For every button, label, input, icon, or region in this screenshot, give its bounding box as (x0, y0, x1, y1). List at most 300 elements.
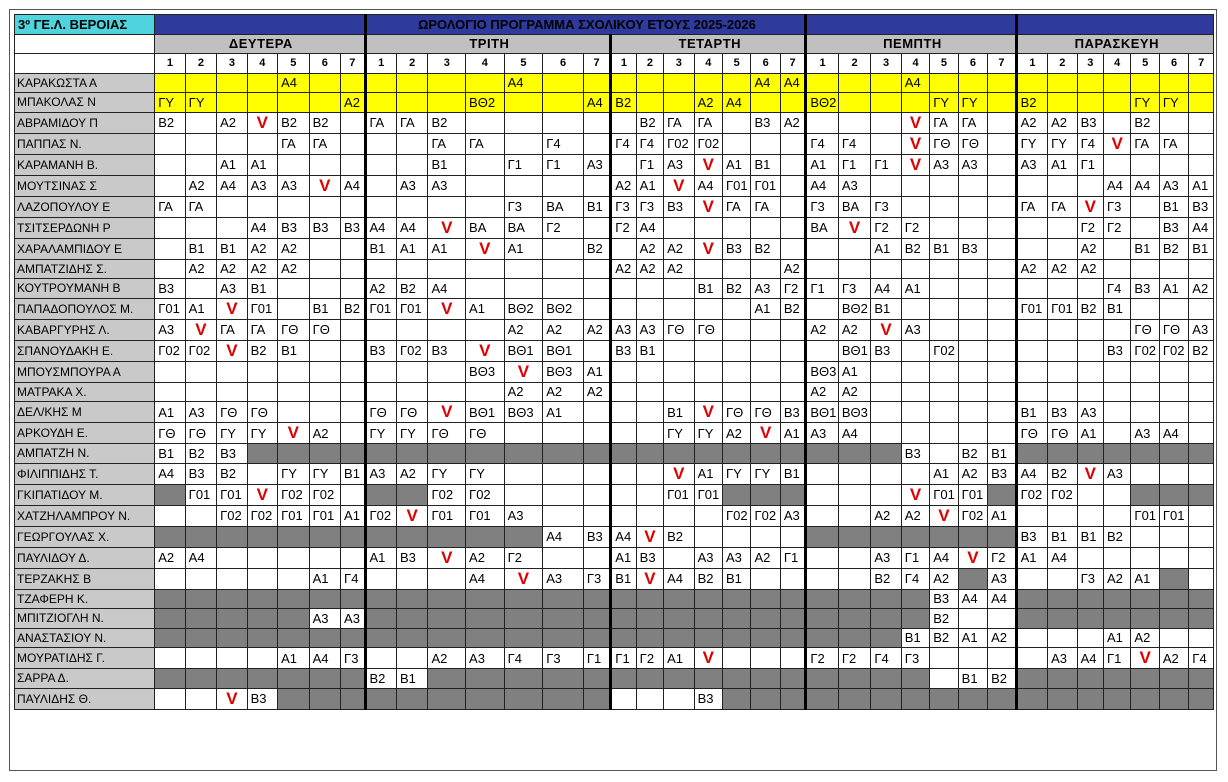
empty-cell (1016, 505, 1047, 526)
class-cell: Α2 (901, 505, 929, 526)
absence-mark: V (901, 112, 929, 133)
class-cell: ΓΑ (1048, 196, 1077, 217)
unavailable-cell (751, 484, 780, 505)
absence-mark: V (958, 547, 987, 568)
unavailable-cell (504, 628, 543, 648)
class-cell: Γ4 (504, 648, 543, 669)
class-cell: ΒΘ1 (543, 340, 584, 361)
period-number: 2 (1048, 54, 1077, 74)
teacher-name: ΓΚΙΠΑΤΙΔΟΥ Μ. (15, 484, 155, 505)
class-cell: Γ2 (988, 547, 1017, 568)
class-cell: Α1 (1077, 423, 1103, 444)
class-cell: Α3 (988, 568, 1017, 589)
empty-cell (583, 73, 610, 93)
unavailable-cell (780, 628, 805, 648)
unavailable-cell (543, 589, 584, 609)
class-cell: Β2 (1016, 93, 1047, 113)
teacher-name: ΚΟΥΤΡΟΥΜΑΝΗ Β (15, 279, 155, 299)
empty-cell (694, 340, 722, 361)
absence-mark: V (664, 463, 694, 484)
class-cell: Α4 (155, 463, 185, 484)
empty-cell (780, 382, 805, 402)
absence-mark: V (428, 547, 466, 568)
empty-cell (694, 298, 722, 319)
class-cell: Α4 (1131, 175, 1159, 196)
teacher-name: ΜΟΥΤΣΙΝΑΣ Σ (15, 175, 155, 196)
class-cell: Α3 (185, 402, 216, 423)
empty-cell (988, 609, 1017, 629)
unavailable-cell (930, 688, 958, 709)
empty-cell (611, 279, 636, 299)
class-cell: Β2 (341, 298, 365, 319)
empty-cell (723, 340, 751, 361)
empty-cell (1131, 547, 1159, 568)
class-cell: Β3 (751, 112, 780, 133)
empty-cell (958, 423, 987, 444)
empty-cell (1189, 133, 1214, 154)
teacher-name: ΧΑΤΖΗΛΑΜΠΡΟΥ Ν. (15, 505, 155, 526)
class-cell: Β1 (636, 340, 663, 361)
class-cell: Α1 (930, 463, 958, 484)
empty-cell (341, 196, 365, 217)
empty-cell (1159, 382, 1188, 402)
class-cell: Α3 (504, 505, 543, 526)
class-cell: Α4 (365, 217, 396, 238)
unavailable-cell (664, 628, 694, 648)
period-number: 6 (543, 54, 584, 74)
class-cell: Α1 (1016, 547, 1047, 568)
empty-cell (751, 340, 780, 361)
unavailable-cell (871, 444, 901, 464)
unavailable-cell (1159, 589, 1188, 609)
empty-cell (1103, 382, 1130, 402)
class-cell: Α1 (901, 279, 929, 299)
class-cell: Β3 (155, 279, 185, 299)
unavailable-cell (838, 526, 871, 547)
unavailable-cell (1016, 444, 1047, 464)
teacher-row (15, 217, 1214, 238)
empty-cell (988, 382, 1017, 402)
class-cell: Γ4 (1189, 648, 1214, 669)
empty-cell (1189, 259, 1214, 279)
unavailable-cell (838, 444, 871, 464)
empty-cell (723, 259, 751, 279)
class-cell: Α3 (341, 609, 365, 629)
class-cell: Β2 (365, 669, 396, 689)
empty-cell (543, 73, 584, 93)
empty-cell (365, 319, 396, 340)
teacher-name: ΜΑΤΡΑΚΑ Χ. (15, 382, 155, 402)
unavailable-cell (780, 609, 805, 629)
empty-cell (1016, 340, 1047, 361)
class-cell: Β1 (1131, 238, 1159, 259)
empty-cell (1159, 73, 1188, 93)
teacher-name: ΠΑΠΠΑΣ Ν. (15, 133, 155, 154)
empty-cell (958, 609, 987, 629)
class-cell: Α4 (723, 93, 751, 113)
empty-cell (901, 340, 929, 361)
class-cell: Α2 (664, 259, 694, 279)
empty-cell (396, 154, 427, 175)
unavailable-cell (806, 688, 839, 709)
unavailable-cell (694, 589, 722, 609)
class-cell: Α2 (1103, 568, 1130, 589)
teacher-name: ΑΒΡΑΜΙΔΟΥ Π (15, 112, 155, 133)
empty-cell (155, 568, 185, 589)
empty-cell (247, 361, 277, 382)
unavailable-cell (1016, 669, 1047, 689)
unavailable-cell (504, 526, 543, 547)
class-cell: Γ02 (396, 340, 427, 361)
absence-mark: V (694, 154, 722, 175)
empty-cell (1159, 259, 1188, 279)
empty-cell (636, 423, 663, 444)
day-header: ΠΕΜΠΤΗ (806, 34, 1016, 54)
unavailable-cell (583, 589, 610, 609)
class-cell: Β1 (723, 568, 751, 589)
empty-cell (958, 361, 987, 382)
class-cell: Β3 (309, 217, 340, 238)
teacher-name: ΚΑΡΑΚΩΣΤΑ Α (15, 73, 155, 93)
unavailable-cell (1189, 444, 1214, 464)
empty-cell (694, 217, 722, 238)
empty-cell (1048, 93, 1077, 113)
empty-cell (611, 154, 636, 175)
absence-mark: V (636, 568, 663, 589)
unavailable-cell (1077, 688, 1103, 709)
class-cell: Α4 (247, 217, 277, 238)
class-cell: ΓΘ (1016, 423, 1047, 444)
absence-mark: V (428, 402, 466, 423)
unavailable-cell (247, 609, 277, 629)
class-cell: Α2 (611, 259, 636, 279)
class-cell: Α1 (155, 402, 185, 423)
empty-cell (583, 259, 610, 279)
class-cell: Α1 (1131, 568, 1159, 589)
empty-cell (396, 73, 427, 93)
empty-cell (1189, 112, 1214, 133)
class-cell: Γ3 (901, 648, 929, 669)
class-cell: Α2 (838, 319, 871, 340)
class-cell: Γ2 (543, 217, 584, 238)
absence-mark: V (217, 298, 247, 319)
empty-cell (838, 505, 871, 526)
class-cell: ΓΑ (1131, 133, 1159, 154)
class-cell: Α1 (636, 175, 663, 196)
class-cell: Α3 (958, 154, 987, 175)
empty-cell (278, 382, 309, 402)
unavailable-cell (838, 628, 871, 648)
class-cell: Β2 (780, 298, 805, 319)
period-number: 7 (988, 54, 1017, 74)
empty-cell (155, 217, 185, 238)
class-cell: Α1 (723, 154, 751, 175)
empty-cell (958, 259, 987, 279)
period-number: 1 (365, 54, 396, 74)
period-number: 1 (155, 54, 185, 74)
class-cell: ΒΘ3 (543, 361, 584, 382)
unavailable-cell (504, 688, 543, 709)
class-cell: ΓΑ (365, 112, 396, 133)
unavailable-cell (1159, 484, 1188, 505)
unavailable-cell (466, 526, 505, 547)
unavailable-cell (1159, 444, 1188, 464)
teacher-name: ΣΠΑΝΟΥΔΑΚΗ Ε. (15, 340, 155, 361)
empty-cell (780, 568, 805, 589)
absence-mark: V (504, 568, 543, 589)
empty-cell (185, 133, 216, 154)
class-cell: ΒΘ1 (504, 340, 543, 361)
teacher-row (15, 361, 1214, 382)
class-cell: Α4 (1016, 463, 1047, 484)
empty-cell (1016, 73, 1047, 93)
class-cell: Γ3 (806, 196, 839, 217)
class-cell: Γ1 (780, 547, 805, 568)
class-cell: Γ2 (636, 648, 663, 669)
day-header: ΤΕΤΑΡΤΗ (611, 34, 806, 54)
empty-cell (1189, 298, 1214, 319)
absence-mark: V (278, 423, 309, 444)
unavailable-cell (247, 589, 277, 609)
class-cell: Α2 (1077, 238, 1103, 259)
empty-cell (988, 175, 1017, 196)
class-cell: Α1 (341, 505, 365, 526)
class-cell: Β2 (751, 238, 780, 259)
unavailable-cell (309, 669, 340, 689)
class-cell: Γ02 (155, 340, 185, 361)
unavailable-cell (871, 628, 901, 648)
unavailable-cell (466, 589, 505, 609)
teacher-row (15, 340, 1214, 361)
empty-cell (958, 340, 987, 361)
teacher-row (15, 648, 1214, 669)
empty-cell (155, 505, 185, 526)
class-cell: ΒΘ1 (466, 402, 505, 423)
empty-cell (806, 505, 839, 526)
empty-cell (751, 568, 780, 589)
period-number: 4 (466, 54, 505, 74)
empty-cell (1048, 361, 1077, 382)
class-cell: Α3 (871, 547, 901, 568)
class-cell: Α4 (1048, 547, 1077, 568)
empty-cell (751, 93, 780, 113)
class-cell: Α4 (958, 589, 987, 609)
class-cell: ΓΑ (217, 319, 247, 340)
unavailable-cell (1103, 669, 1130, 689)
class-cell: Α4 (988, 589, 1017, 609)
empty-cell (365, 154, 396, 175)
class-cell: Β1 (1016, 402, 1047, 423)
class-cell: Α2 (543, 382, 584, 402)
unavailable-cell (543, 609, 584, 629)
class-cell: ΓΘ (309, 319, 340, 340)
empty-cell (217, 361, 247, 382)
teacher-row (15, 423, 1214, 444)
unavailable-cell (466, 669, 505, 689)
class-cell: Α2 (247, 259, 277, 279)
unavailable-cell (958, 526, 987, 547)
empty-cell (466, 319, 505, 340)
class-cell: ΓΥ (723, 463, 751, 484)
class-cell: Β1 (185, 238, 216, 259)
empty-cell (1131, 196, 1159, 217)
class-cell: Β2 (1048, 463, 1077, 484)
class-cell: ΒΘ2 (806, 93, 839, 113)
unavailable-cell (1159, 609, 1188, 629)
period-number: 6 (309, 54, 340, 74)
unavailable-cell (428, 444, 466, 464)
empty-cell (838, 484, 871, 505)
unavailable-cell (583, 669, 610, 689)
class-cell: Γ02 (466, 484, 505, 505)
empty-cell (806, 568, 839, 589)
empty-cell (365, 175, 396, 196)
unavailable-cell (636, 609, 663, 629)
empty-cell (365, 361, 396, 382)
empty-cell (396, 93, 427, 113)
class-cell: Β3 (365, 340, 396, 361)
empty-cell (1189, 628, 1214, 648)
unavailable-cell (1189, 669, 1214, 689)
empty-cell (1077, 547, 1103, 568)
unavailable-cell (780, 688, 805, 709)
unavailable-cell (871, 688, 901, 709)
empty-cell (664, 340, 694, 361)
class-cell: ΓΥ (1048, 133, 1077, 154)
class-cell: ΓΥ (428, 463, 466, 484)
class-cell: ΓΥ (958, 93, 987, 113)
class-cell: Γ02 (278, 484, 309, 505)
class-cell: Α1 (543, 402, 584, 423)
absence-mark: V (1103, 133, 1130, 154)
unavailable-cell (694, 669, 722, 689)
empty-cell (806, 259, 839, 279)
empty-cell (694, 526, 722, 547)
teacher-row (15, 589, 1214, 609)
class-cell: ΓΥ (365, 423, 396, 444)
teacher-name: ΧΑΡΑΛΑΜΠΙΔΟΥ Ε (15, 238, 155, 259)
class-cell: Γ01 (185, 484, 216, 505)
class-cell: Γ3 (341, 648, 365, 669)
empty-cell (930, 175, 958, 196)
empty-cell (341, 319, 365, 340)
empty-cell (583, 112, 610, 133)
teacher-name: ΣΑΡΡΑ Δ. (15, 669, 155, 689)
period-number: 3 (428, 54, 466, 74)
unavailable-cell (341, 526, 365, 547)
empty-cell (988, 340, 1017, 361)
empty-cell (309, 154, 340, 175)
empty-cell (988, 154, 1017, 175)
empty-cell (583, 484, 610, 505)
empty-cell (1048, 73, 1077, 93)
class-cell: ΒΘ1 (806, 402, 839, 423)
empty-cell (155, 73, 185, 93)
class-cell: ΓΑ (396, 112, 427, 133)
empty-cell (278, 298, 309, 319)
class-cell: Α2 (751, 547, 780, 568)
empty-cell (611, 298, 636, 319)
empty-cell (1048, 175, 1077, 196)
empty-cell (838, 547, 871, 568)
teacher-name: ΑΜΠΑΤΖΙΔΗΣ Σ. (15, 259, 155, 279)
title-band-right (1016, 15, 1213, 35)
unavailable-cell (1103, 688, 1130, 709)
unavailable-cell (838, 589, 871, 609)
empty-cell (543, 93, 584, 113)
unavailable-cell (278, 669, 309, 689)
unavailable-cell (504, 609, 543, 629)
class-cell: Γ02 (217, 505, 247, 526)
teacher-row (15, 402, 1214, 423)
period-number: 2 (396, 54, 427, 74)
empty-cell (1189, 526, 1214, 547)
teacher-row (15, 259, 1214, 279)
empty-cell (155, 175, 185, 196)
empty-cell (155, 259, 185, 279)
teacher-row (15, 547, 1214, 568)
empty-cell (958, 73, 987, 93)
class-cell: Γ3 (1103, 196, 1130, 217)
empty-cell (1016, 382, 1047, 402)
unavailable-cell (1103, 589, 1130, 609)
empty-cell (309, 279, 340, 299)
unavailable-cell (185, 526, 216, 547)
unavailable-cell (1077, 444, 1103, 464)
absence-mark: V (217, 688, 247, 709)
class-cell: Α2 (428, 648, 466, 669)
absence-mark: V (901, 133, 929, 154)
unavailable-cell (1189, 589, 1214, 609)
class-cell: Β1 (780, 463, 805, 484)
class-cell: Α2 (694, 93, 722, 113)
empty-cell (1159, 526, 1188, 547)
class-cell: Γ4 (1103, 279, 1130, 299)
empty-cell (185, 505, 216, 526)
empty-cell (365, 196, 396, 217)
unavailable-cell (155, 669, 185, 689)
unavailable-cell (504, 669, 543, 689)
class-cell: ΓΘ (278, 319, 309, 340)
empty-cell (1103, 423, 1130, 444)
empty-cell (611, 238, 636, 259)
class-cell: Α4 (428, 279, 466, 299)
class-cell: Γ01 (694, 484, 722, 505)
empty-cell (636, 688, 663, 709)
teacher-name: ΠΑΥΛΙΔΗΣ Θ. (15, 688, 155, 709)
class-cell: Α1 (838, 361, 871, 382)
class-cell: ΓΑ (664, 112, 694, 133)
class-cell: Α2 (155, 547, 185, 568)
empty-cell (930, 73, 958, 93)
school-name: 3º ΓΕ.Λ. ΒΕΡΟΙΑΣ (15, 15, 155, 35)
period-number: 3 (664, 54, 694, 74)
empty-cell (611, 382, 636, 402)
class-cell: Γ02 (185, 340, 216, 361)
class-cell: Β1 (930, 238, 958, 259)
class-cell: Γ02 (1159, 340, 1188, 361)
unavailable-cell (751, 628, 780, 648)
teacher-row (15, 669, 1214, 689)
empty-cell (1189, 93, 1214, 113)
class-cell: Γ01 (1016, 298, 1047, 319)
empty-cell (155, 382, 185, 402)
empty-cell (723, 133, 751, 154)
class-cell: Α4 (217, 175, 247, 196)
unavailable-cell (664, 444, 694, 464)
empty-cell (341, 112, 365, 133)
empty-cell (806, 484, 839, 505)
